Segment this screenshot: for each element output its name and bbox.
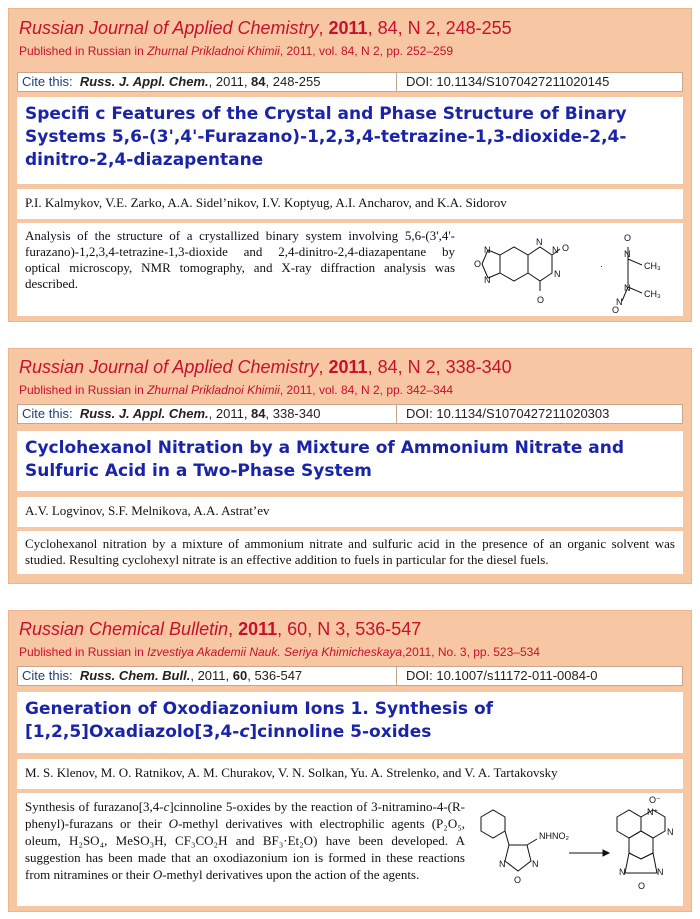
title-box [17,692,683,753]
journal-abbreviation: Russ. J. Appl. Chem. [79,74,209,89]
abstract-text: Synthesis of furazano[3,4-c]cinnoline 5-oxides by the reaction of 3-nitramino-4-(R-phenyl)-furazans or their O-methyl derivatives with electrophilic agents (P₂O₅, oleum, H₂SO₄, MeSO₃H, CF₃CO₂H and BF₃·Et₂O) have been developed. A suggestion has been made that an oxodiazonium ion is formed in these reactions from nitramines or their O-methyl derivatives upon the action of the agents. [25,799,465,882]
article-title[interactable]: Specifi c Features of the Crystal and Phase Structure of Binary Systems 5,6-(3',4'-Furazano)-1,2,3,4-tetrazine-1,3-dioxide-2,4-dinitro-2,4-diazapentane [25,104,627,170]
cite-label: Cite this: [22,74,73,89]
scheme-atom: N [667,827,674,837]
scheme-atom: N [536,237,543,247]
scheme-atom: O [638,881,646,891]
citation-bar: Cite this: Russ. Chem. Bull., 2011, 60, 536-547 DOI: 10.1007/s11172-011-0084-0 [17,666,683,686]
abstract-box [17,531,683,574]
abstract-box [17,223,683,316]
published-in-line: Published in Russian in Izvestiya Akademii Nauk. Seriya Khimicheskaya,2011, No. 3, pp. 523–534 [19,645,540,659]
scheme-atom: O [624,233,632,243]
authors-box [17,189,683,219]
article-card-1 [8,8,692,322]
scheme-dot: · [600,261,603,271]
journal-abbreviation: Russ. J. Appl. Chem. [79,406,209,421]
journal-abbreviation: Russ. Chem. Bull. [79,668,191,683]
abstract-text: Analysis of the structure of a crystallized binary system involving 5,6-(3',4'-furazano)-1,2,3,4-tetrazine-1,3-dioxide and 2,4-dinitro-2,4-diazapentane by optical microscopy, NMR tomography, and X-ray diffraction analysis was described. [25,228,455,291]
scheme-atom: CH₃ [644,261,661,271]
authors: M. S. Klenov, M. O. Ratnikov, A. M. Churakov, V. N. Solkan, Yu. A. Strelenko, and V. A. Tartakovsky [25,765,558,780]
title-box [17,431,683,491]
scheme-atom: N [624,249,631,259]
authors-box [17,759,683,789]
citation-bar: Cite this: Russ. J. Appl. Chem., 2011, 84, 248-255 DOI: 10.1134/S1070427211020145 [17,72,683,92]
published-in-line: Published in Russian in Zhurnal Prikladnoi Khimii, 2011, vol. 84, N 2, pp. 252–259 [19,44,454,58]
scheme-atom: N [657,867,664,877]
scheme-atom: CH₃ [644,289,661,299]
journal-line: Russian Journal of Applied Chemistry, 2011, 84, N 2, 248-255 [19,18,512,38]
scheme-atom: O [612,305,620,315]
scheme-atom: N [552,245,559,255]
journal-line: Russian Chemical Bulletin, 2011, 60, N 3, 536-547 [19,619,422,639]
scheme-atom: N [499,859,506,869]
scheme-atom: N [484,275,491,285]
structure-scheme [462,225,677,315]
published-in-line: Published in Russian in Zhurnal Prikladnoi Khimii, 2011, vol. 84, N 2, pp. 342–344 [19,383,454,397]
scheme-label: NHNO₂ [539,831,569,841]
article-title[interactable]: Generation of Oxodiazonium Ions 1. Synthesis of [1,2,5]Oxadiazolo[3,4-c]cinnoline 5-oxides [25,699,494,742]
doi-text[interactable]: DOI: 10.1007/s11172-011-0084-0 [406,668,598,683]
scheme-atom: O [474,259,482,269]
scheme-atom: O [514,875,522,885]
article-card-2 [8,348,692,584]
authors: A.V. Logvinov, S.F. Melnikova, A.A. Astrat’ev [25,503,270,518]
authors: P.I. Kalmykov, V.E. Zarko, A.A. Sidel’nikov, I.V. Koptyug, A.I. Ancharov, and K.A. Sidorov [25,195,507,210]
scheme-atom: N [619,867,626,877]
scheme-atom: N [532,859,539,869]
scheme-atom: N [554,269,561,279]
authors-box [17,497,683,527]
scheme-atom: O [537,295,545,305]
scheme-atom: N [616,297,623,307]
scheme-atom: O [562,243,570,253]
cite-label: Cite this: [22,406,73,421]
citation-bar: Cite this: Russ. J. Appl. Chem., 2011, 84, 338-340 DOI: 10.1134/S1070427211020303 [17,404,683,424]
title-box [17,97,683,184]
article-title[interactable]: Cyclohexanol Nitration by a Mixture of Ammonium Nitrate and Sulfuric Acid in a Two-Phase System [25,438,625,481]
journal-line: Russian Journal of Applied Chemistry, 2011, 84, N 2, 338-340 [19,357,512,377]
doi-text[interactable]: DOI: 10.1134/S1070427211020145 [406,74,610,89]
scheme-atom: O⁻ [649,795,661,805]
abstract-text: Cyclohexanol nitration by a mixture of ammonium nitrate and sulfuric acid in the presence of an organic solvent was studied. Resulting cyclohexyl nitrate is an effective addition to fuels in particular for the diesel fuels. [25,536,675,567]
cite-label: Cite this: [22,668,73,683]
abstract-box [17,793,683,906]
doi-text[interactable]: DOI: 10.1134/S1070427211020303 [406,406,610,421]
scheme-atom: N [624,283,631,293]
scheme-atom: N⁺ [647,807,659,817]
reaction-scheme [469,795,679,903]
article-card-3 [8,610,692,912]
scheme-atom: N [484,245,491,255]
